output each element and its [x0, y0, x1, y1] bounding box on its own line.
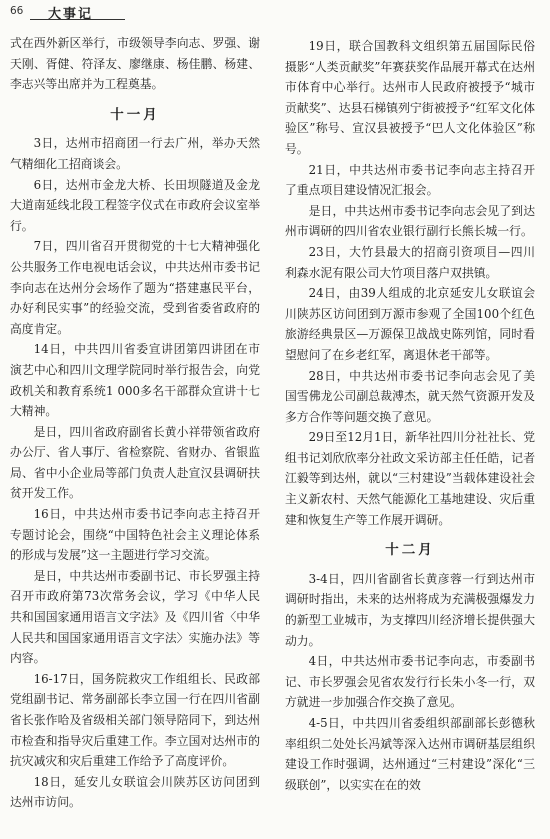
paragraph: 是日，中共达州市委书记李向志会见了到达州市调研的四川省农业银行副行长熊长城一行。 — [285, 203, 535, 239]
paragraph: 23日，大竹县最大的招商引资项目—四川利森水泥有限公司大竹项目落户双拱镇。 — [285, 244, 535, 280]
paragraph: 式在西外新区举行，市级领导李向志、罗强、谢天刚、胥健、符泽友、廖继康、杨佳鹏、杨建、李志兴等出席并为工程奠基。 — [10, 36, 260, 92]
paragraph: 24日，由39人组成的北京延安儿女联谊会川陕苏区访问团到万源市参观了全国100个红色旅游经典景区—万源保卫战战史陈列馆，同时看望慰问了在乡老红军，离退休老干部等。 — [285, 286, 535, 362]
paragraph: 29日至12月1日，新华社四川分社社长、党组书记刘欣欣率分社政文采访部主任任皓，记者江毅等到达州，就以“三村建设”当载体建设社会主义新农村、天然气能源化工基地建设、灾后重建和恢复生产等工作展开调研。 — [285, 430, 535, 527]
paragraph: 16-17日，国务院救灾工作组组长、民政部党组副书记、常务副部长李立国一行在四川省副省长张作哈及省级相关部门领导陪同下，到达州市检查和指导灾后重建工作。李立国对达州市的抗灾减灾和灾后重建工作给予了高度评价。 — [10, 671, 260, 769]
paragraph: 6日，达州市金龙大桥、长田坝隧道及金龙大道南延线北段工程签字仪式在市政府会议室举行。 — [10, 177, 260, 233]
paragraph: 是日，中共达州市委副书记、市长罗强主持召开市政府第73次常务会议，学习《中华人民共和国国家通用语言文字法》及《四川省〈中华人民共和国国家通用语言文字法〉实施办法》等内容。 — [10, 568, 260, 666]
paragraph: 21日，中共达州市委书记李向志主持召开了重点项目建设情况汇报会。 — [285, 162, 535, 198]
paragraph: 4-5日，中共四川省委组织部副部长彭德秋率组织二处处长冯斌等深入达州市调研基层组织建设工作时强调，达州通过“三村建设”深化“三级联创”，以实实在在的效 — [285, 716, 535, 792]
paragraph: 3-4日，四川省副省长黄彦蓉一行到达州市调研时指出，未来的达州将成为充满极强爆发力的新型工业城市，为支撑四川经济增长提供强大动力。 — [285, 571, 535, 648]
section-title: 大事记 — [48, 7, 94, 22]
left-column — [10, 33, 260, 813]
page-number: 66 — [10, 5, 24, 17]
paragraph: 4日，中共达州市委书记李向志，市委副书记、市长罗强会见省农发行行长朱小冬一行，双方就进一步加强合作交换了意见。 — [285, 654, 535, 710]
page-header — [10, 2, 540, 22]
paragraph: 7日，四川省召开贯彻党的十七大精神强化公共服务工作电视电话会议，中共达州市委书记李向志在达州分会场作了题为“搭建惠民平台，办好利民实事”的经验交流，受到省委省政府的高度肯定。 — [10, 239, 260, 336]
paragraph: 3日，达州市招商团一行去广州，举办天然气精细化工招商谈会。 — [10, 136, 260, 171]
paragraph: 14日，中共四川省委宣讲团第四讲团在市演艺中心和四川文理学院同时举行报告会，向党政机关和教育系统1 000多名干部群众宣讲十七大精神。 — [10, 342, 260, 419]
paragraph: 18日，延安儿女联谊会川陕苏区访问团到达州市访问。 — [10, 774, 260, 810]
paragraph: 28日，中共达州市委书记李向志会见了美国雪佛龙公司副总裁溥杰，就天然气资源开发及多方合作等问题交换了意见。 — [285, 368, 535, 424]
paragraph: 16日，中共达州市委书记李向志主持召开专题讨论会，围绕“中国特色社会主义理论体系的形成与发展”这一主题进行学习交流。 — [10, 507, 260, 563]
right-column — [285, 36, 535, 795]
header-rule — [30, 19, 125, 20]
paragraph: 19日，联合国教科文组织第五届国际民俗摄影“人类贡献奖”年赛获奖作品展开幕式在达州市体育中心举行。达州市人民政府被授予“城市贡献奖”、达县石梯镇列宁街被授予“红军文化体验区”称号、宣汉县被授予“巴人文化体验区”称号。 — [285, 39, 535, 156]
month-heading-november: 十一月 — [110, 106, 160, 123]
paragraph: 是日，四川省政府副省长黄小祥带领省政府办公厅、省人事厅、省检察院、省财办、省银监局、省中小企业局等部门负责人赴宣汉县调研扶贫开发工作。 — [10, 424, 260, 501]
month-heading-december: 十二月 — [385, 542, 435, 559]
